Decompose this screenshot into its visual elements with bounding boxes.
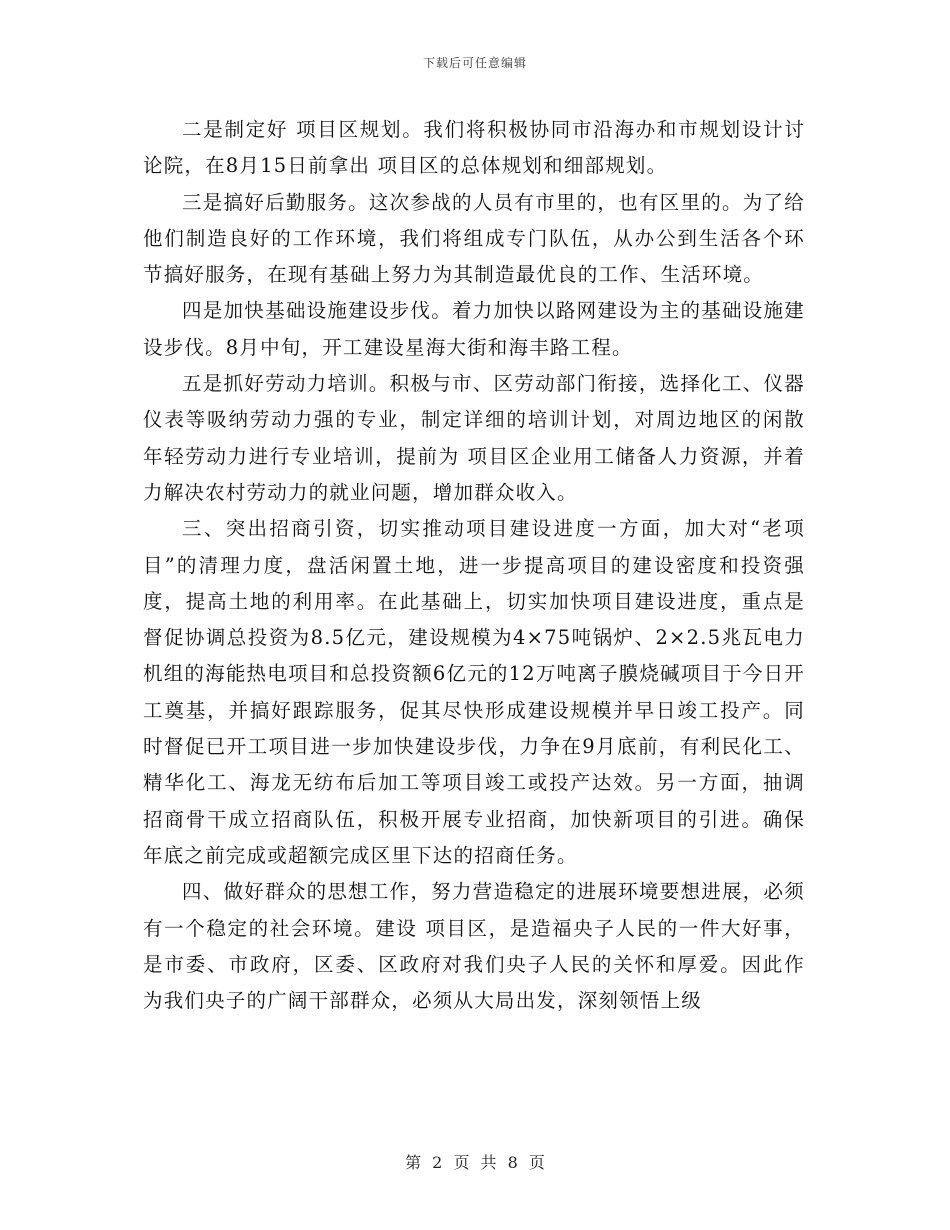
paragraph: 二是制定好 项目区规划。我们将积极协同市沿海办和市规划设计讨论院，在8月15日前拿出 项目区的总体规划和细部规划。 <box>143 118 805 178</box>
page-number-footer: 第 2 页 共 8 页 <box>405 1153 545 1172</box>
paragraph: 三是搞好后勤服务。这次参战的人员有市里的，也有区里的。为了给他们制造良好的工作环境，我们将组成专门队伍，从办公到生活各个环节搞好服务，在现有基础上努力为其制造最优良的工作、生活环境。 <box>143 190 805 287</box>
document-body <box>143 112 805 1019</box>
page-header: 下载后可任意编辑 <box>422 56 527 70</box>
paragraph: 四是加快基础设施建设步伐。着力加快以路网建设为主的基础设施建设步伐。8月中旬，开工建设星海大街和海丰路工程。 <box>143 299 805 359</box>
paragraph: 五是抓好劳动力培训。积极与市、区劳动部门衔接，选择化工、仪器仪表等吸纳劳动力强的专业，制定详细的培训计划，对周边地区的闲散年轻劳动力进行专业培训，提前为 项目区企业用工储备人力资源，并着力解决农村劳动力的就业问题，增加群众收入。 <box>143 372 805 504</box>
paragraph: 三、突出招商引资，切实推动项目建设进度一方面，加大对“老项目”的清理力度，盘活闲置土地，进一步提高项目的建设密度和投资强度，提高土地的利用率。在此基础上，切实加快项目建设进度，重点是督促协调总投资为8.5亿元，建设规模为4×75吨锅炉、2×2.5兆瓦电力机组的海能热电项目和总投资额6亿元的12万吨离子膜烧碱项目于今日开工奠基，并搞好跟踪服务，促其尽快形成建设规模并早日竣工投产。同时督促已开工项目进一步加快建设步伐，力争在9月底前，有利民化工、精华化工、海龙无纺布后加工等项目竣工或投产达效。另一方面，抽调招商骨干成立招商队伍，积极开展专业招商，加快新项目的引进。确保年底之前完成或超额完成区里下达的招商任务。 <box>143 517 805 867</box>
paragraph: 四、做好群众的思想工作，努力营造稳定的进展环境要想进展，必须有一个稳定的社会环境。建设 项目区，是造福央子人民的一件大好事，是市委、市政府，区委、区政府对我们央子人民的关怀和厚爱。因此作为我们央子的广阔干部群众，必须从大局出发，深刻领悟上级 <box>143 880 805 1013</box>
